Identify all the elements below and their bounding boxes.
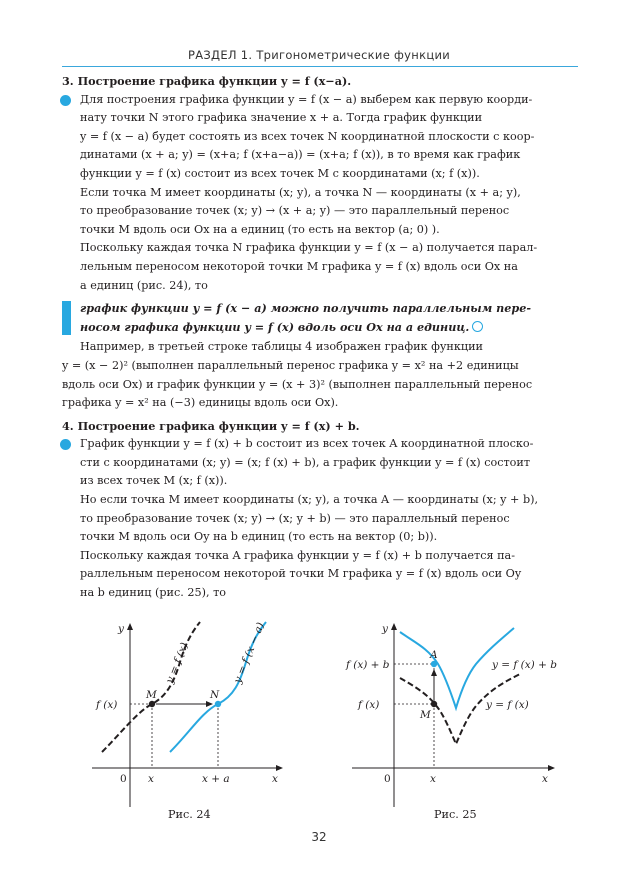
s3-p2-1: лельным переносом некоторой точки M графика y = f (x) вдоль оси Ox на bbox=[80, 259, 518, 273]
fig25-y-label: y bbox=[382, 623, 388, 635]
s3-p2-0: Поскольку каждая точка N графика функции y = f (x − a) получается парал- bbox=[80, 241, 538, 255]
s4-p2-0: Поскольку каждая точка A графика функции y = f (x) + b получается па- bbox=[80, 548, 515, 562]
fig24-xtick: x bbox=[148, 773, 154, 785]
fig24-m: M bbox=[146, 689, 157, 701]
s4-line-4: то преобразование точек (x; y) → (x; y + b) — это параллельный перенос bbox=[80, 511, 510, 525]
s4-line-3: Но если точка M имеет координаты (x; y), а точка A — координаты (x; y + b), bbox=[80, 493, 539, 507]
fig25-caption: Рис. 25 bbox=[434, 808, 477, 821]
point-a bbox=[431, 661, 437, 667]
fig25-a: A bbox=[430, 649, 438, 661]
example-line-2: вдоль оси Ox) и график функции y = (x + 3)² (выполнен параллельный перенос bbox=[62, 377, 533, 391]
fig24-x-label: x bbox=[272, 773, 278, 785]
fig25-curve1-label: y = f (x) + b bbox=[492, 659, 557, 671]
bullet-marker bbox=[60, 95, 71, 106]
section-3-heading: 3. Построение графика функции y = f (x−a). bbox=[62, 74, 352, 88]
s4-line-2: из всех точек M (x; f (x)). bbox=[80, 474, 228, 488]
s3-line-7: точки M вдоль оси Ox на a единиц (то есть на вектор (a; 0) ). bbox=[80, 222, 440, 236]
fig24-origin: 0 bbox=[120, 773, 127, 785]
section-4-heading: 4. Построение графика функции y = f (x) + b. bbox=[62, 418, 360, 433]
s4-line-1: сти с координатами (x; y) = (x; f (x) + b), а график функции y = f (x) состоит bbox=[80, 455, 531, 469]
example-line-1: y = (x − 2)² (выполнен параллельный перенос графика y = x² на +2 единицы bbox=[62, 358, 519, 372]
fig24-curve2-label: y = f (x − a) bbox=[231, 620, 267, 686]
s3-line-2: y = f (x − a) будет состоять из всех точек N координатной плоскости с коор- bbox=[80, 129, 535, 143]
s3-line-3: динатами (x + a; y) = (x+a; f (x+a−a)) = (x+a; f (x)), в то время как график bbox=[80, 148, 521, 162]
fig25-origin: 0 bbox=[384, 773, 391, 785]
section-header: РАЗДЕЛ 1. Тригонометрические функции bbox=[187, 48, 451, 62]
fig25-fxb: f (x) + b bbox=[346, 659, 390, 671]
header-divider bbox=[62, 66, 578, 67]
fig24-caption: Рис. 24 bbox=[168, 808, 211, 821]
end-ring-icon bbox=[472, 321, 483, 332]
fig24-n: N bbox=[210, 689, 220, 701]
rule-callout bbox=[62, 299, 580, 336]
fig-25 bbox=[344, 612, 574, 812]
fig25-xtick: x bbox=[430, 773, 436, 785]
callout-line-1: носом графика функции y = f (x) вдоль оси Ox на a единиц. bbox=[80, 319, 470, 334]
example-line-0: Например, в третьей строке таблицы 4 изображен график функции bbox=[80, 340, 483, 354]
curve-f bbox=[102, 622, 200, 752]
fig24-y-label: y bbox=[118, 623, 124, 635]
point-m bbox=[149, 701, 155, 707]
s4-line-5: точки M вдоль оси Oy на b единиц (то есть на вектор (0; b)). bbox=[80, 530, 438, 544]
point-n bbox=[215, 701, 221, 707]
callout-bar bbox=[62, 301, 71, 335]
s3-line-1: нату точки N этого графика значение x + a. Тогда график функции bbox=[80, 111, 483, 125]
s4-line-0: График функции y = f (x) + b состоит из всех точек A координатной плоско- bbox=[80, 437, 534, 451]
fig25-curve2-label: y = f (x) bbox=[486, 699, 529, 711]
fig25-m: M bbox=[420, 709, 431, 721]
s4-p2-1: раллельным переносом некоторой точки M графика y = f (x) вдоль оси Oy bbox=[80, 567, 522, 581]
page-number: 32 bbox=[311, 830, 327, 844]
point-m bbox=[431, 701, 437, 707]
s3-line-0: Для построения графика функции y = f (x − a) выберем как первую коорди- bbox=[80, 92, 533, 106]
figures-area bbox=[62, 612, 578, 822]
fig25-x-label: x bbox=[542, 773, 548, 785]
s3-p2-2: a единиц (рис. 24), то bbox=[80, 278, 208, 292]
s3-line-4: функции y = f (x) состоит из всех точек M с координатами (x; f (x)). bbox=[80, 166, 480, 180]
s3-line-5: Если точка M имеет координаты (x; y), а точка N — координаты (x + a; y), bbox=[80, 185, 521, 199]
fig-24 bbox=[82, 612, 322, 812]
example-line-3: графика y = x² на (−3) единицы вдоль оси Ox). bbox=[62, 396, 339, 410]
s3-line-6: то преобразование точек (x; y) → (x + a; y) — это параллельный перенос bbox=[80, 204, 510, 218]
callout-line-0: график функции y = f (x − a) можно получить параллельным пере- bbox=[80, 301, 532, 316]
section-3 bbox=[62, 72, 580, 603]
s4-p2-2: на b единиц (рис. 25), то bbox=[80, 586, 227, 600]
fig24-fx: f (x) bbox=[96, 699, 118, 711]
fig24-curve1-label: y = f (x) bbox=[163, 640, 191, 686]
fig24-xa: x + a bbox=[202, 773, 230, 785]
fig25-fx: f (x) bbox=[358, 699, 380, 711]
